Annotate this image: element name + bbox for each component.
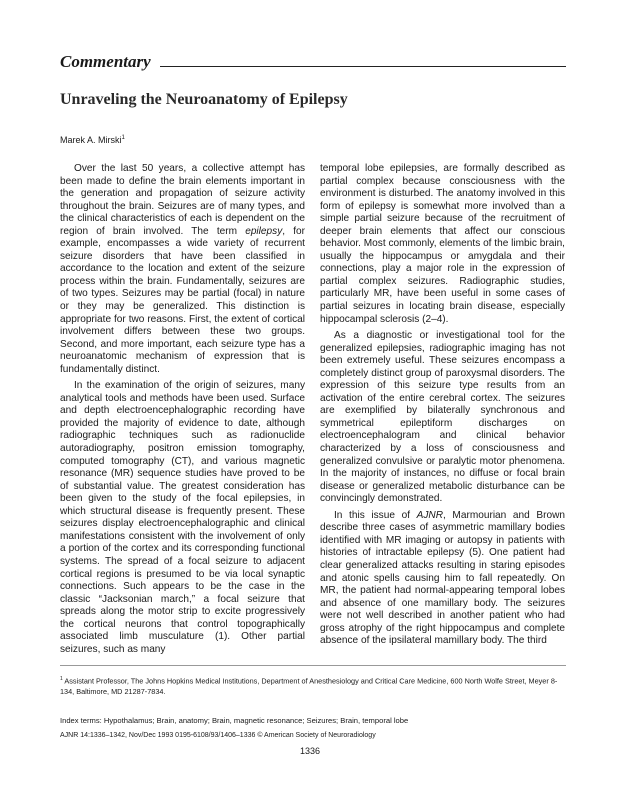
paragraph (320, 510, 565, 648)
affiliation-text: Assistant Professor, The Johns Hopkins Medical Institutions, Department of Anesthesiology and Critical Care Medicine, 600 North Wolfe Street, Meyer 8-134, Baltimore, MD 21287-7834. (60, 676, 558, 697)
affiliation-footnote (60, 674, 566, 697)
emphasis: epilepsy (245, 225, 283, 237)
paragraph-text: , for example, encompasses a wide variety of recurrent seizure disorders that have been classified in accordance to the location and extent of the seizure process within the brain. Fundamentally, seizures are of two types. Seizures may be partial (focal) in nature or they may be generalized. This distinction is appropriate for two reasons. First, the extent of cortical involvement differs between these two groups. Second, and more important, each seizure type has a neuroanatomic mechanism of expression that is fundamentally distinct. (60, 225, 306, 375)
page-number: 1336 (299, 746, 321, 756)
right-column (320, 163, 565, 648)
author-name: Marek A. Mirski (60, 135, 122, 145)
journal-citation: AJNR 14:1336–1342, Nov/Dec 1993 0195-6108/93/1406–1336 © American Society of Neuroradiology (60, 732, 376, 739)
paragraph: As a diagnostic or investigational tool for the generalized epilepsies, radiographic imaging has not been extremely useful. These seizures encompass a completely distinct group of paroxysmal disorders. The expression of this seizure type results from an activation of the entire cerebral cortex. The seizures are exemplified by bilaterally synchronous and symmetrical epileptiform discharges on electroencephalogram and clinical behavior characterized by a loss of consciousness and generalized convulsive or paralytic motor phenomena. In the majority of instances, no diffuse or focal brain disease or generalized metabolic disturbance can be convincingly demonstrated. (320, 330, 565, 505)
affiliation-marker: 1 (60, 676, 63, 682)
index-terms-text: Hypothalamus; Brain, anatomy; Brain, magnetic resonance; Seizures; Brain, temporal lobe (103, 716, 409, 725)
author-footnote-marker: 1 (121, 135, 125, 141)
paragraph: In the examination of the origin of seizures, many analytical tools and methods have been used. Surface and depth electroencephalographic recording have provided the majority of evidence to date, although radiographic techniques such as radionuclide autoradiography, positron emission tomography, computed tomography (CT), and various magnetic resonance (MR) sequence studies have proved to be of substantial value. The greatest consideration has been given to the study of the focal epilepsies, in which structural disease is frequently present. These seizures display electroencephalographic and clinical manifestations consistent with the involvement of only a portion of the cortex and its corresponding functional systems. The spread of a focal seizure to adjacent cortical regions is presumed to be via local synaptic connections. Such appears to be the case in the classic “Jacksonian march,” a focal seizure that spreads along the motor strip to excite progressively the cortical neurons that control topographically associated limb musculature (1). Other partial seizures, such as many (60, 380, 305, 655)
index-terms (60, 716, 566, 725)
footnote-divider (60, 665, 566, 666)
index-terms-label: Index terms: (60, 716, 102, 725)
paragraph-text: Over the last 50 years, a collective attempt has been made to define the brain elements important in the generation and propagation of seizure activity throughout the brain. Seizures are of many types, and the clinical characteristics of each is dependent on the region of brain involved. The term (60, 163, 305, 237)
section-rule (160, 66, 566, 67)
section-label: Commentary (60, 52, 151, 71)
paragraph-text: In this issue of (334, 509, 417, 521)
paragraph (60, 163, 305, 376)
article-title: Unraveling the Neuroanatomy of Epilepsy (60, 91, 348, 108)
paragraph-text: , Marmourian and Brown describe three cases of asymmetric mamillary bodies identified with MR imaging or autopsy in patients with histories of intractable epilepsy (5). One patient had clear generalized attacks resulting in staring episodes and atonic spells causing him to fall repeatedly. On MR, the patient had normal-appearing temporal lobes and absence of one mamillary body. The seizures were not well described in another patient who had gross atrophy of the right hippocampus and complete absence of the ipsilateral mamillary body. The third (320, 509, 565, 647)
author-line (60, 135, 125, 145)
emphasis: AJNR (416, 509, 443, 521)
left-column (60, 163, 305, 656)
paragraph: temporal lobe epilepsies, are formally described as partial complex because consciousness with the environment is disturbed. The anatomy involved in this form of epilepsy is somewhat more involved than a simple partial seizure because of the recruitment of deeper brain elements that affect our conscious behavior. Most commonly, elements of the limbic brain, usually the hippocampus or amygdala and their connections, play a major role in the expression of partial complex seizures. Radiographic studies, particularly MR, have been useful in some cases of partial seizures in locating brain disease, especially hippocampal sclerosis (2–4). (320, 163, 565, 325)
